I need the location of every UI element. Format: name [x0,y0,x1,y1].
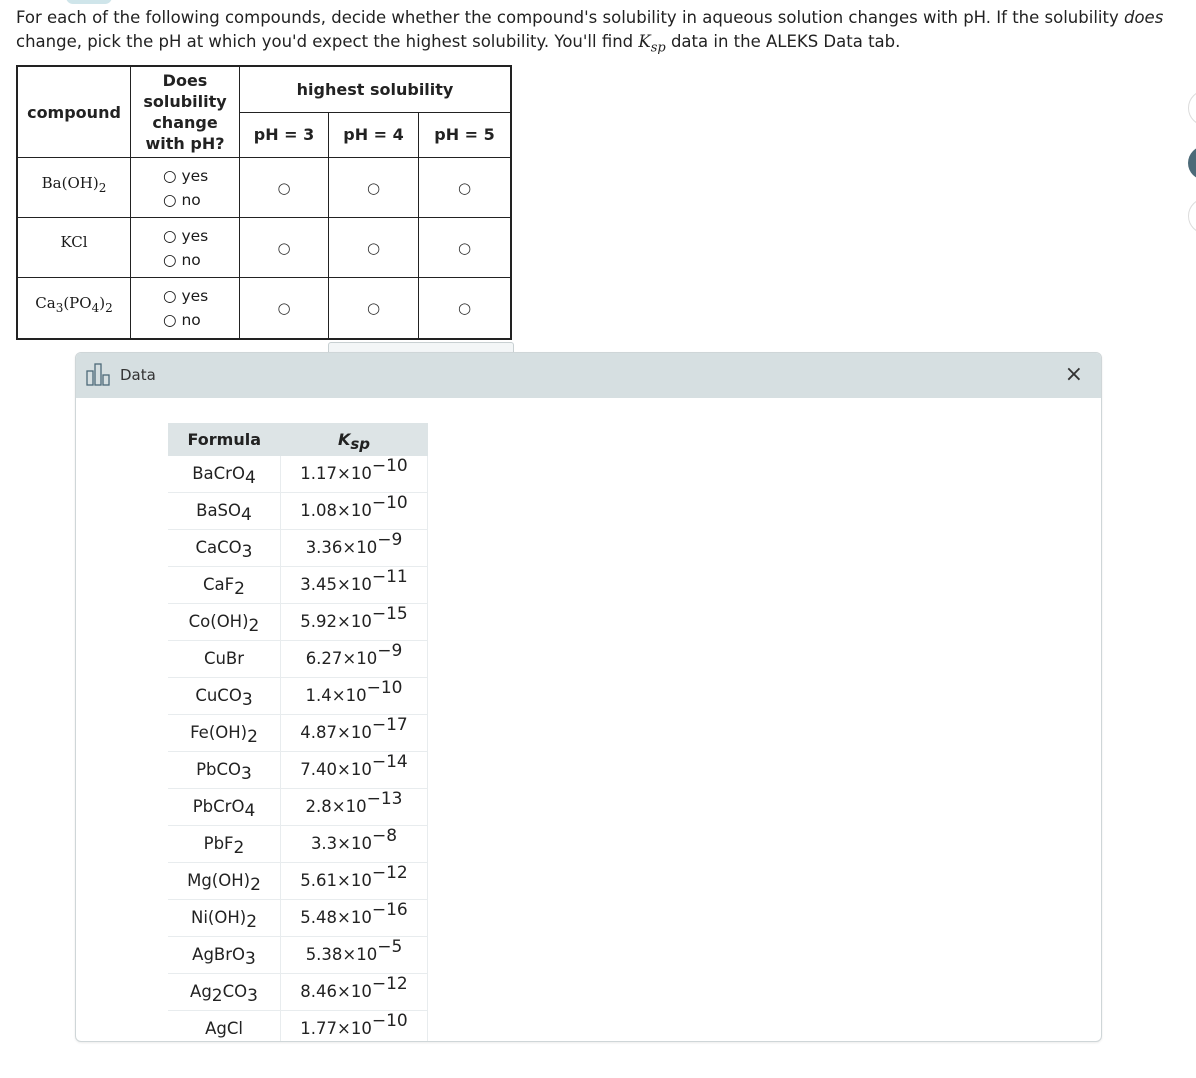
ksp-cell: 8.46×10−12 [281,974,428,1011]
ksp-cell: 1.4×10−10 [281,678,428,715]
ksp-cell: 6.27×10−9 [281,641,428,678]
side-button-fragment[interactable] [1188,146,1196,180]
yes-radio[interactable]: ○ yes [163,166,209,185]
bar-chart-icon [86,363,112,387]
table-row [168,567,428,604]
table-row [168,937,428,974]
table-row [168,826,428,863]
ksp-cell: 7.40×10−14 [281,752,428,789]
header-compound: compound [17,66,131,158]
compound-cell: KCl [17,218,131,278]
formula-cell: PbCO3 [168,752,281,789]
table-row [168,678,428,715]
ksp-cell: 4.87×10−17 [281,715,428,752]
formula-cell: CuBr [168,641,281,678]
question-table [16,65,512,340]
table-row [168,789,428,826]
ph5-radio[interactable]: ○ [419,158,512,218]
close-button[interactable]: × [1064,362,1083,387]
ph5-radio[interactable]: ○ [419,218,512,278]
ph3-radio[interactable]: ○ [240,218,329,278]
table-row [168,900,428,937]
table-row [168,604,428,641]
formula-cell: BaSO4 [168,493,281,530]
ph4-radio[interactable]: ○ [329,218,419,278]
no-radio[interactable]: ○ no [163,190,201,209]
side-button-fragment[interactable] [1188,90,1196,126]
ksp-cell: 5.48×10−16 [281,900,428,937]
compound-cell: $Ca_3(PO_4)_2$ [17,278,131,339]
ksp-cell: 1.08×10−10 [281,493,428,530]
formula-cell: BaCrO4 [168,456,281,493]
table-row [168,715,428,752]
header-ph3: pH = 3 [240,112,329,158]
formula-cell: AgCl [168,1011,281,1043]
table-row [168,752,428,789]
ksp-cell: 3.45×10−11 [281,567,428,604]
ksp-cell: 5.92×10−15 [281,604,428,641]
formula-cell: Fe(OH)2 [168,715,281,752]
table-row [17,218,511,278]
yes-radio[interactable]: ○ yes [163,226,209,245]
formula-cell: CaCO3 [168,530,281,567]
ksp-cell: 1.77×10−10 [281,1011,428,1043]
formula-cell: AgBrO3 [168,937,281,974]
table-row [168,1011,428,1043]
formula-cell: Co(OH)2 [168,604,281,641]
ksp-table [168,423,428,1042]
header-ph4: pH = 4 [329,112,419,158]
formula-cell: PbCrO4 [168,789,281,826]
change-radio-group [131,158,240,218]
table-row [168,974,428,1011]
header-change: Does solubility change with pH? [131,66,240,158]
ph3-radio[interactable]: ○ [240,158,329,218]
ph3-radio[interactable]: ○ [240,278,329,339]
data-panel-title: Data [120,366,156,384]
table-row [168,641,428,678]
header-ph5: pH = 5 [419,112,512,158]
instructions: For each of the following compounds, decide whether the compound's solubility in aqueous solution changes with pH. If the solubility does change, pick the pH at which you'd expect the highest solubility. You'll find $K_{sp}$ data in the ALEKS Data tab. [16,8,1164,56]
change-radio-group [131,218,240,278]
table-row [17,278,511,339]
top-tab-fragment [66,0,112,4]
compound-cell: $Ba(OH)_2$ [17,158,131,218]
ph4-radio[interactable]: ○ [329,278,419,339]
change-radio-group [131,278,240,339]
ph5-radio[interactable]: ○ [419,278,512,339]
ksp-cell: 3.36×10−9 [281,530,428,567]
formula-header: Formula [168,423,281,456]
table-row [168,863,428,900]
ph4-radio[interactable]: ○ [329,158,419,218]
ksp-cell: 2.8×10−13 [281,789,428,826]
table-row [168,456,428,493]
ksp-symbol: $K_{sp}$ [638,32,666,56]
ksp-cell: 3.3×10−8 [281,826,428,863]
formula-cell: Ni(OH)2 [168,900,281,937]
ksp-cell: 5.61×10−12 [281,863,428,900]
ksp-cell: 1.17×10−10 [281,456,428,493]
yes-radio[interactable]: ○ yes [163,286,209,305]
no-radio[interactable]: ○ no [163,250,201,269]
table-row [168,530,428,567]
data-panel [75,352,1102,1042]
no-radio[interactable]: ○ no [163,310,201,329]
formula-cell: Mg(OH)2 [168,863,281,900]
formula-cell: CuCO3 [168,678,281,715]
ksp-header: Ksp [281,423,428,456]
formula-cell: PbF2 [168,826,281,863]
table-row [168,493,428,530]
ksp-cell: 5.38×10−5 [281,937,428,974]
side-button-fragment[interactable] [1188,198,1196,234]
formula-cell: Ag2CO3 [168,974,281,1011]
header-highest-solubility: highest solubility [240,66,512,112]
table-row [17,158,511,218]
data-panel-header[interactable] [76,353,1101,398]
formula-cell: CaF2 [168,567,281,604]
